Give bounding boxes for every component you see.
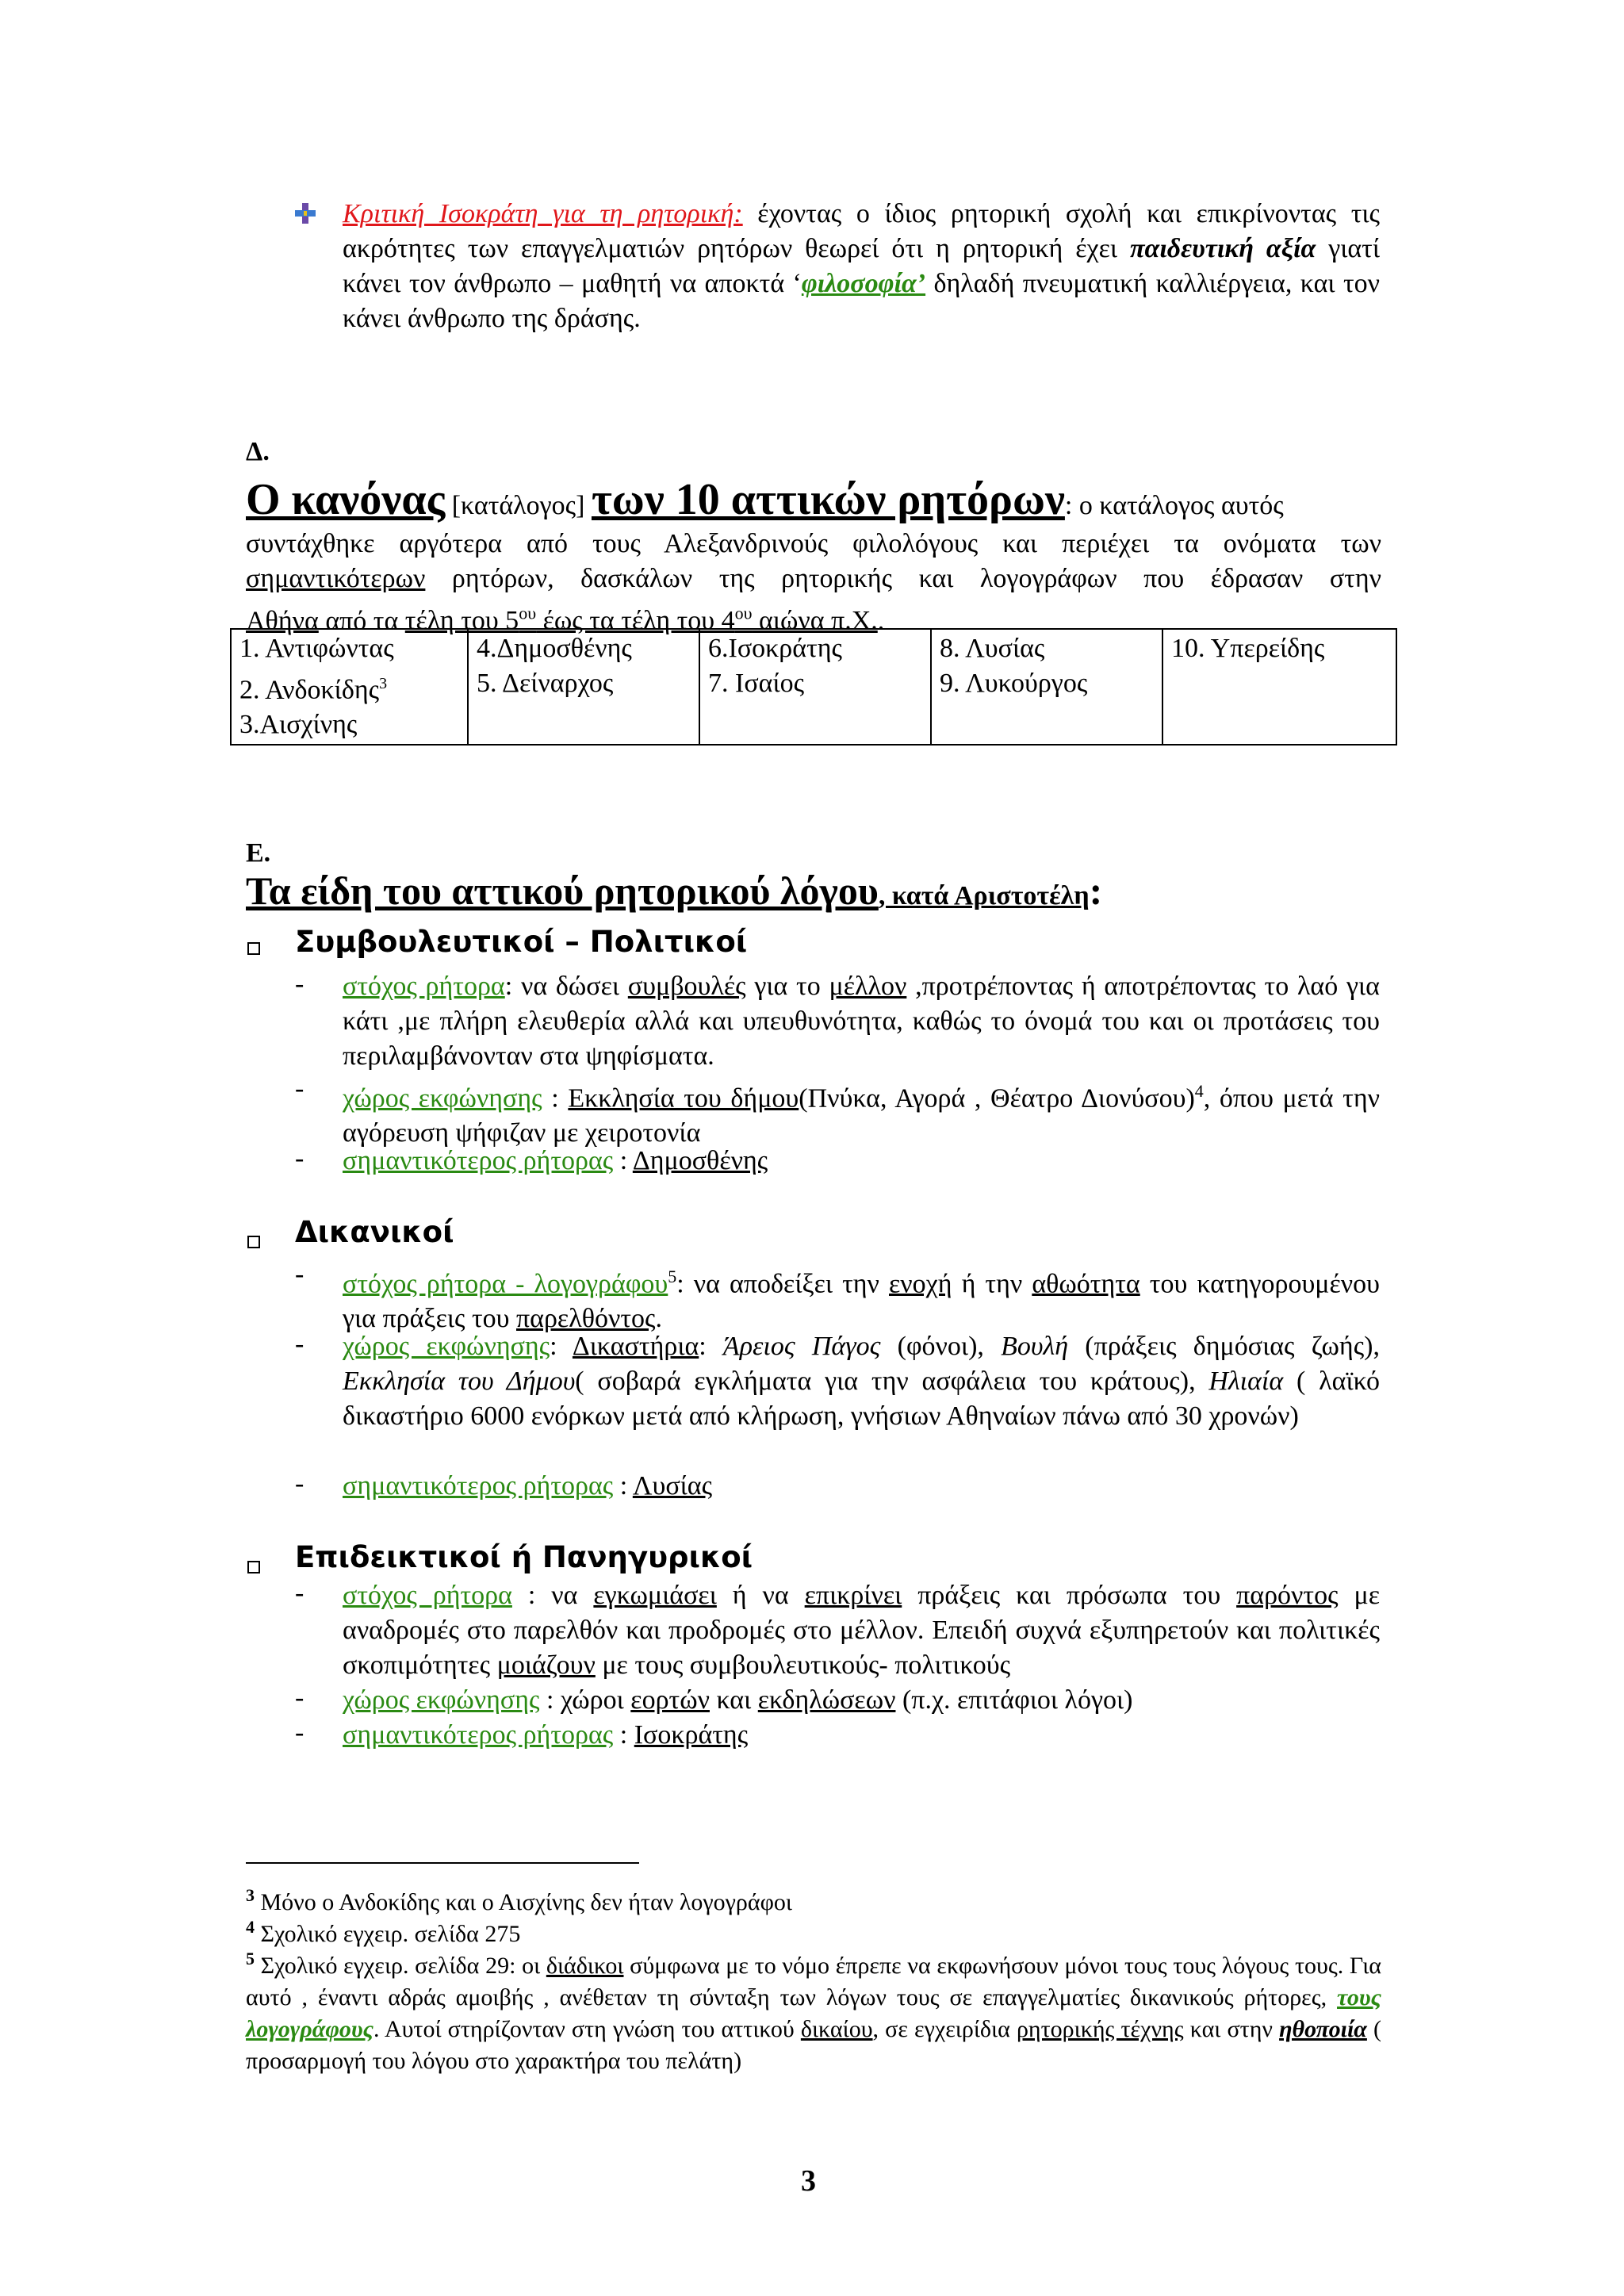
kind-3-place: χώρος εκφώνησης : χώροι εορτών και εκδηλώσεων (π.χ. επιτάφιοι λόγοι) — [343, 1685, 1133, 1715]
kind-1-orator: σημαντικότερος ρήτορας : Δημοσθένης — [343, 1146, 768, 1175]
kind-2-orator: σημαντικότερος ρήτορας : Λυσίας — [343, 1471, 713, 1501]
square-bullet-icon — [247, 942, 260, 955]
section-d-title-line: Ο κανόνας [κατάλογος] των 10 αττικών ρητόρων: ο κατάλογος αυτός — [246, 475, 1284, 524]
dash-marker: - — [295, 1259, 304, 1289]
table-cell: 1. Αντιφώντας 2. Ανδοκίδης$^3$ 3.Αισχίνης — [231, 629, 468, 745]
table-cell: 10. Υπερείδης — [1162, 629, 1396, 745]
kind-1-heading: Συμβουλευτικοί – Πολιτικοί — [295, 925, 748, 959]
footnote-3: $^3$ Μόνο ο Ανδοκίδης και ο Αισχίνης δεν ήταν λογογράφοι — [246, 1885, 792, 1915]
kind-2-heading: Δικανικοί — [295, 1215, 454, 1249]
kind-1-place: χώρος εκφώνησης : Εκκλησία του δήμου(Πνύκα, Αγορά , Θέατρο Διονύσου)$^4$, όπου μετά την αγόρευση ψήφιζαν με χειροτονία — [343, 1081, 1380, 1148]
dash-marker: - — [295, 1144, 304, 1173]
kind-1-goal: στόχος ρήτορα: να δώσει συμβουλές για το μέλλον ,προτρέποντας ή αποτρέποντας το λαό για κάτι ,με πλήρη ελευθερία αλλά και υπευθυνότητα, καθώς το όνομά του και οι προτάσεις του περιλαμβάνονταν στα ψηφίσματα. — [343, 972, 1380, 1071]
dash-marker: - — [295, 969, 304, 999]
kind-3-goal: στόχος ρήτορα : να εγκωμιάσει ή να επικρίνει πράξεις και πρόσωπα του παρόντος με αναδρομές στο παρελθόν και προδρομές στο μέλλον. Επειδή συχνά εξυπηρετούν και πολιτικές σκοπιμότητες μοιάζουν με τους συμβουλευτικούς- πολιτικούς — [343, 1581, 1381, 1680]
section-c-paragraph: Κριτική Ισοκράτη για τη ρητορική: έχοντας ο ίδιος ρητορική σχολή και επικρίνοντας τις ακρότητες των επαγγελματιών ρητόρων θεωρεί ότι η ρητορική έχει παιδευτική αξία γιατί κάνει τον άνθρωπο – μαθητή να αποκτά ‘φιλοσοφία’ δηλαδή πνευματική καλλιέργεια, και τον κάνει άνθρωπο της δράσης. — [343, 199, 1380, 333]
table-cell: 6.Ισοκράτης 7. Ισαίος — [699, 629, 931, 745]
footnote-5: $^5$ Σχολικό εγχειρ. σελίδα 29: οι διάδικοι σύμφωνα με το νόμο έπρεπε να εκφωνήσουν μόνοι τους τους λόγους τους. Για αυτό , έναντι αδράς αμοιβής , ανέθεταν τη σύνταξη των λόγων τους σε επαγγελματίες δικανικούς ρήτορες, τους λογογράφους. Αυτοί στηρίζονταν στη γνώση του αττικού δικαίου, σε εγχειρίδια ρητορικής τέχνης και στην ηθοποιία ( προσαρμογή του λόγου στο χαρακτήρα του πελάτη) — [246, 1949, 1382, 2074]
kind-2-goal: στόχος ρήτορα - λογογράφου$^5$: να αποδείξει την ενοχή ή την αθωότητα του κατηγορουμένου για πράξεις του παρελθόντος. — [343, 1267, 1380, 1334]
kind-3-heading: Επιδεικτικοί ή Πανηγυρικοί — [295, 1540, 753, 1574]
section-d-paragraph: συντάχθηκε αργότερα από τους Αλεξανδρινούς φιλολόγους και περιέχει τα ονόματα των σημαντικότερων ρητόρων, δασκάλων της ρητορικής και λογογράφων που έδρασαν στην Αθήνα από τα τέλη του $5^{o\upsilon}$ έως τα τέλη του $4^{o\upsilon}$ αιώνα π.Χ.. — [246, 529, 1381, 636]
dash-marker: - — [295, 1329, 304, 1359]
canon-title: Ο κανόνας — [246, 475, 446, 524]
section-d-letter: Δ. — [246, 437, 270, 466]
kind-2-place: χώρος εκφώνησης: Δικαστήρια: Άρειος Πάγος (φόνοι), Βουλή (πράξεις δημόσιας ζωής), Εκκλησία του Δήμου( σοβαρά εγκλήματα για την ασφάλεια του κράτους), Ηλιαία ( λαϊκό δικαστήριο 6000 ενόρκων μετά από κλήρωση, γνήσιων Αθηναίων πάνω από 30 χρονών) — [343, 1332, 1381, 1431]
page-number: 3 — [801, 2164, 816, 2198]
dash-marker: - — [295, 1718, 304, 1747]
kind-3-orator: σημαντικότερος ρήτορας : Ισοκράτης — [343, 1720, 749, 1750]
section-e-letter: Ε. — [246, 838, 271, 868]
square-bullet-icon — [247, 1561, 260, 1573]
orators-table — [230, 628, 1397, 746]
canon-title-2: των 10 αττικών ρητόρων — [591, 475, 1065, 524]
dash-marker: - — [295, 1074, 304, 1103]
footnote-4: $^4$ Σχολικό εγχειρ. σελίδα 275 — [246, 1917, 521, 1947]
table-cell: 8. Λυσίας 9. Λυκούργος — [931, 629, 1162, 745]
table-cell: 4.Δημοσθένης 5. Δείναρχος — [468, 629, 699, 745]
dash-marker: - — [295, 1578, 304, 1608]
dash-marker: - — [295, 1683, 304, 1712]
section-e-title: Τα είδη του αττικού ρητορικού λόγου, κατά Αριστοτέλη: — [246, 868, 1103, 913]
arrow-bullet-icon — [292, 201, 319, 225]
isocrates-critique-label: Κριτική Ισοκράτη για τη ρητορική: — [343, 199, 743, 228]
footnote-separator — [246, 1862, 639, 1864]
square-bullet-icon — [247, 1236, 260, 1248]
dash-marker: - — [295, 1469, 304, 1498]
